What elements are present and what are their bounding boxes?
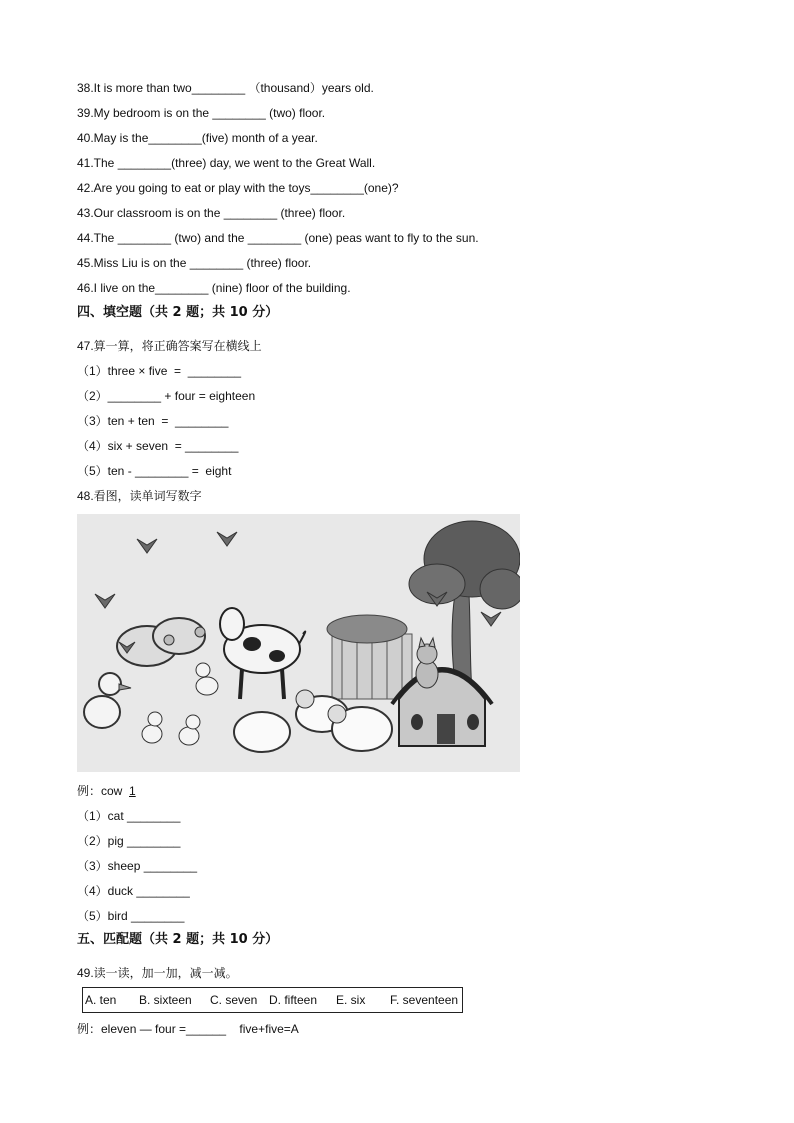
question-38: 38.It is more than two________ （thousand）years old. [77,81,374,95]
question-40: 40.May is the________(five) month of a year. [77,131,318,145]
q48-item-1: （1）cat ________ [77,809,181,823]
section-5-heading: 五、匹配题（共 2 题；共 10 分） [77,932,279,947]
q48-item-2: （2）pig ________ [77,834,181,848]
q47-item-3: （3）ten + ten = ________ [77,414,229,428]
q48-example-prefix: 例：cow [77,784,130,798]
choice-f: F. seventeen [390,993,459,1007]
choice-a: A. ten [85,993,117,1007]
q48-example [77,783,136,799]
section-4-heading: 四、填空题（共 2 题；共 10 分） [77,305,279,320]
question-41: 41.The ________(three) day, we went to the Great Wall. [77,156,376,170]
choice-e: E. six [336,993,366,1007]
choices-box [82,987,463,1013]
q47-item-1: （1）three × five = ________ [77,364,242,378]
choice-b: B. sixteen [139,993,192,1007]
q48-example-answer: 1 [129,784,136,798]
question-47-title: 47.算一算，将正确答案写在横线上 [77,339,262,353]
choice-c: C. seven [210,993,258,1007]
question-43: 43.Our classroom is on the ________ (three) floor. [77,206,346,220]
q47-item-4: （4）six + seven = ________ [77,439,239,453]
question-48-title: 48.看图，读单词写数字 [77,489,202,503]
choice-d: D. fifteen [269,993,318,1007]
q49-example: 例：eleven — four =______ five+five=A [77,1022,299,1036]
question-39: 39.My bedroom is on the ________ (two) floor. [77,106,326,120]
fence-icon [327,615,412,699]
question-49-title: 49.读一读，加一加，减一减。 [77,966,238,980]
question-45: 45.Miss Liu is on the ________ (three) floor. [77,256,312,270]
q48-item-3: （3）sheep ________ [77,859,198,873]
question-46: 46.I live on the________ (nine) floor of the building. [77,281,351,295]
q47-item-5: （5）ten - ________ = eight [77,464,232,478]
farm-animals-picture [77,514,520,772]
q48-item-4: （4）duck ________ [77,884,190,898]
q47-item-2: （2）________ + four = eighteen [77,389,256,403]
question-44: 44.The ________ (two) and the ________ (one) peas want to fly to the sun. [77,231,479,245]
question-42: 42.Are you going to eat or play with the toys________(one)? [77,181,399,195]
q48-item-5: （5）bird ________ [77,909,185,923]
